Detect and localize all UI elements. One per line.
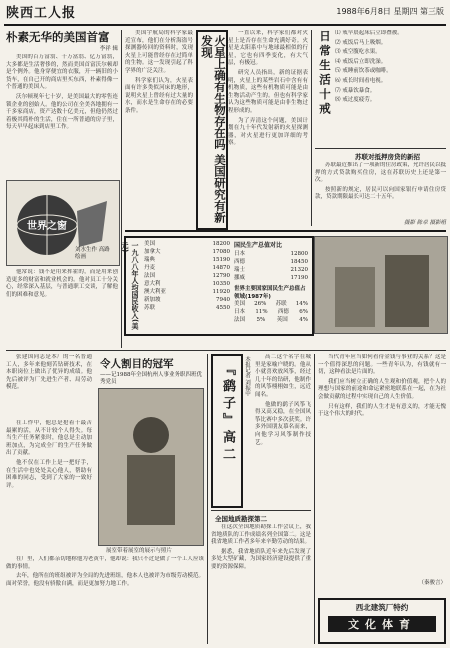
column-divider <box>314 354 315 644</box>
geology-headline: 全国地质勘探第二 <box>215 515 267 523</box>
table-row: 美国 26% 苏联 14% <box>234 301 308 307</box>
champion-body: 在工作中，他总是抢着干最苦最累的活，从不计较个人得失。每当生产任务紧张时，他总是主动加班加点，为完成全厂的生产任务做出了贡献。 他不仅在工作上是一把好手，在生活中也处处关心他人，帮助有困难的同志，受到了大家的一致好评。 <box>6 420 92 489</box>
table-row: 意大利 10350 <box>144 281 230 287</box>
champion-subhead: ——记1988年全国杭州人事业务职四班优秀党员 <box>100 372 202 385</box>
soviet-housing-body: 苏联最近推出了一项新的住房政策，允许居民以抵押的方式贷款购买住房，这在苏联历史上还是第一次。 按照新的规定，居民可以向国家银行申请住房贷款，贷款期限最长可达二十五年。 <box>315 162 446 201</box>
champion-headline: 令人割目的冠军 <box>100 358 174 370</box>
section-divider <box>6 350 446 351</box>
champion-intro: 张建国同志是本厂的一名普通工人，多年来他刻苦钻研技术，在本职岗位上做出了优异的成绩。他先后被评为厂先进生产者、局劳动模范。 <box>6 354 92 391</box>
photo-scene-icon <box>315 237 447 333</box>
kite-body: 高二这个名字在城里是家喻户晓的。他从小就喜欢放风筝，经过几十年的钻研，他制作的风筝栩栩如生，远近闻名。 他做的鹞子风筝飞得又高又稳，在全国风筝比赛中多次获奖。许多外国朋友慕名而来，向他学习风筝制作技艺。 <box>255 354 311 446</box>
article-body-cont: 他常说：钱不是用来挥霍的，而是用来创造更多的财富和就业机会的。他对员工十分关心，经常深入基层，与普通职工交谈，了解他们的困难和意见。 <box>6 269 118 298</box>
income-table <box>144 240 230 312</box>
champion-photo <box>98 388 204 546</box>
column-label: 世界之窗 <box>27 221 67 232</box>
table-row: 法国 5% 英国 4% <box>234 317 308 323</box>
kite-article <box>211 354 311 644</box>
daily-life-list: ⑴ 戒早晨起床后立即叠被。 ⑵ 戒饭后马上吸烟。 ⑶ 戒空腹吃水果。 ⑷ 戒饭后立即洗澡。 ⑸ 戒睡前饮茶或咖啡。 ⑹ 戒长时间看电视。 ⑺ 戒暴饮暴食。 ⑻ 戒过度疲劳。 <box>335 30 403 104</box>
kite-headline-box <box>211 354 243 508</box>
issue-date: 1988年6月8日 星期四 第三版 <box>336 7 444 16</box>
table-row: 苏联 4550 <box>144 305 230 311</box>
article-author: 李祥 辑 <box>99 46 118 52</box>
sponsor-box <box>318 598 446 644</box>
youth-article <box>318 354 446 644</box>
youth-body: 当代青年应当如何看待金钱与事业的关系？这是一个值得深思的问题。一些青年认为，有钱就有一切，这种看法是片面的。 我们应当树立正确的人生观和价值观，把个人的理想与国家的前途和命运紧密地联系在一起，在为社会做贡献的过程中实现自己的人生价值。 只有这样，我们的人生才是有意义的，才能无愧于这个伟大的时代。 <box>318 354 446 418</box>
soviet-housing-headline: 苏联对抵押房贷的新招 <box>355 153 420 161</box>
illustration-credit: 刘水生作 高路 绘画 <box>75 247 110 260</box>
table-row: 澳大利亚 11920 <box>144 289 230 295</box>
table-row: 新加坡 7940 <box>144 297 230 303</box>
worker-portrait-icon <box>99 389 203 545</box>
income-stats-box <box>121 236 314 336</box>
column-divider <box>121 30 122 348</box>
mars-headline-box <box>196 30 228 230</box>
sponsor-title: 西北建筑厂特约 <box>355 603 409 612</box>
photo-credit: 摄影 陈卓 摄影组 <box>404 220 446 226</box>
world-window-illustration <box>6 180 120 266</box>
article-headline: 朴素无华的美国首富 <box>6 30 110 44</box>
table-row: 西德 18450 <box>234 259 308 265</box>
champion-article <box>6 354 204 644</box>
gnp-comparison: 国民生产总值对比 日本 12800 西德 18450 瑞士 21320 挪威 17190 世界主要国家国民生产总值占领域(1987年) 美国 26% 苏联 14% 日本 11% 西德 6% 法国 5% 英国 4% <box>234 242 308 323</box>
newspaper-logo: 陕西工人报 <box>6 6 77 21</box>
daily-life-headline: 日常生活十戒 <box>318 30 332 117</box>
article-signature: （秦骏言） <box>418 580 446 586</box>
news-photo <box>314 236 448 334</box>
column-divider <box>207 354 208 644</box>
table-row: 法国 12790 <box>144 273 230 279</box>
article-body: 美国的百万富翁、千万富翁、亿万富翁，大多都是生活奢侈的，然而美国首富沃尔顿却是个例外。他身穿便宜的衣服，开一辆旧的小货车，在自己开的商店里买东西，朴素得像一个普通的美国人。 沃尔顿现年七十岁，是美国最大的零售连锁企业的创始人。他的公司在全美各地拥有一千多家商店，资产达数十亿美元，但他仍然过着极其简朴的生活，住在一所普通的房子里，每天早早起床到店里工作。 <box>6 54 118 131</box>
income-stats-title: 一九八八年人均国民收入(美元) <box>121 242 139 330</box>
mars-headline: 火星上确有生物存在吗 美国研究有新发现 <box>200 35 227 224</box>
table-row: 瑞士 21320 <box>234 267 308 273</box>
table-row: 美国 18200 <box>144 241 230 247</box>
photo-caption: 展室带着展室的展示与照片 <box>106 548 173 554</box>
kite-author: 本报记者 刘振中 <box>244 356 250 397</box>
culture-sports-banner: 文化体育 <box>328 616 436 632</box>
table-row: 加拿大 17080 <box>144 249 230 255</box>
table-row: 瑞典 15190 <box>144 257 230 263</box>
daily-life-column <box>315 30 446 228</box>
mars-article-intro: 美国宇航局的科学家最近宣布，他们在分析海盗号探测器传回的资料时，发现火星上可能曾经存在过简单的生物。这一发现引起了科学界的广泛关注。 科学家们认为，火星表面有许多类似河床的地形，说明火星上曾经有过大量的水，而水是生命存在的必要条件。 <box>125 30 193 114</box>
champion-body-cont: 在厂里，人们都亲切地称他为老黄牛，他却说：我只不过是做了一个工人应该做的事情。 去年，他所在的班组被评为全局的先进班组，他本人也被评为市级劳动模范。面对荣誉，他没有骄傲自满，而是更加努力地工作。 <box>6 556 204 587</box>
column-divider <box>311 30 312 226</box>
table-row: 日本 12800 <box>234 251 308 257</box>
section-band <box>125 230 446 232</box>
mars-article-body: 一直以来，科学家们都对火星上是否存在生命充满好奇。火星是太阳系中与地球最相似的行星，它也有四季变化，有大气层，有极冠。 研究人员指出，新的证据表明，火星上的某些岩石中含有有机物质，这些有机物质可能是由生物活动产生的。但也有科学家认为这些物质可能是由非生物过程形成的。 为了弄清这个问题，美国计划在九十年代发射新的火星探测器，对火星进行更加详细的考察。 <box>228 30 308 147</box>
section-divider <box>211 510 311 511</box>
geology-body: 在这次全国地质勘探工作会议上，我省地质队的工作成绩名列全国第二。这是我省地质工作者多年来辛勤劳动的结果。 据悉，我省地质队近年来先后发现了多处大型矿藏，为国家经济建设提供了重要的资源保障。 <box>211 524 311 570</box>
masthead <box>4 2 446 26</box>
kite-headline: 『鹞子』高二 <box>220 362 235 464</box>
article-american-richest <box>6 30 118 350</box>
table-row: 丹麦 14870 <box>144 265 230 271</box>
section-divider <box>315 148 446 149</box>
table-row: 日本 11% 西德 6% <box>234 309 308 315</box>
table-row: 挪威 17190 <box>234 275 308 281</box>
